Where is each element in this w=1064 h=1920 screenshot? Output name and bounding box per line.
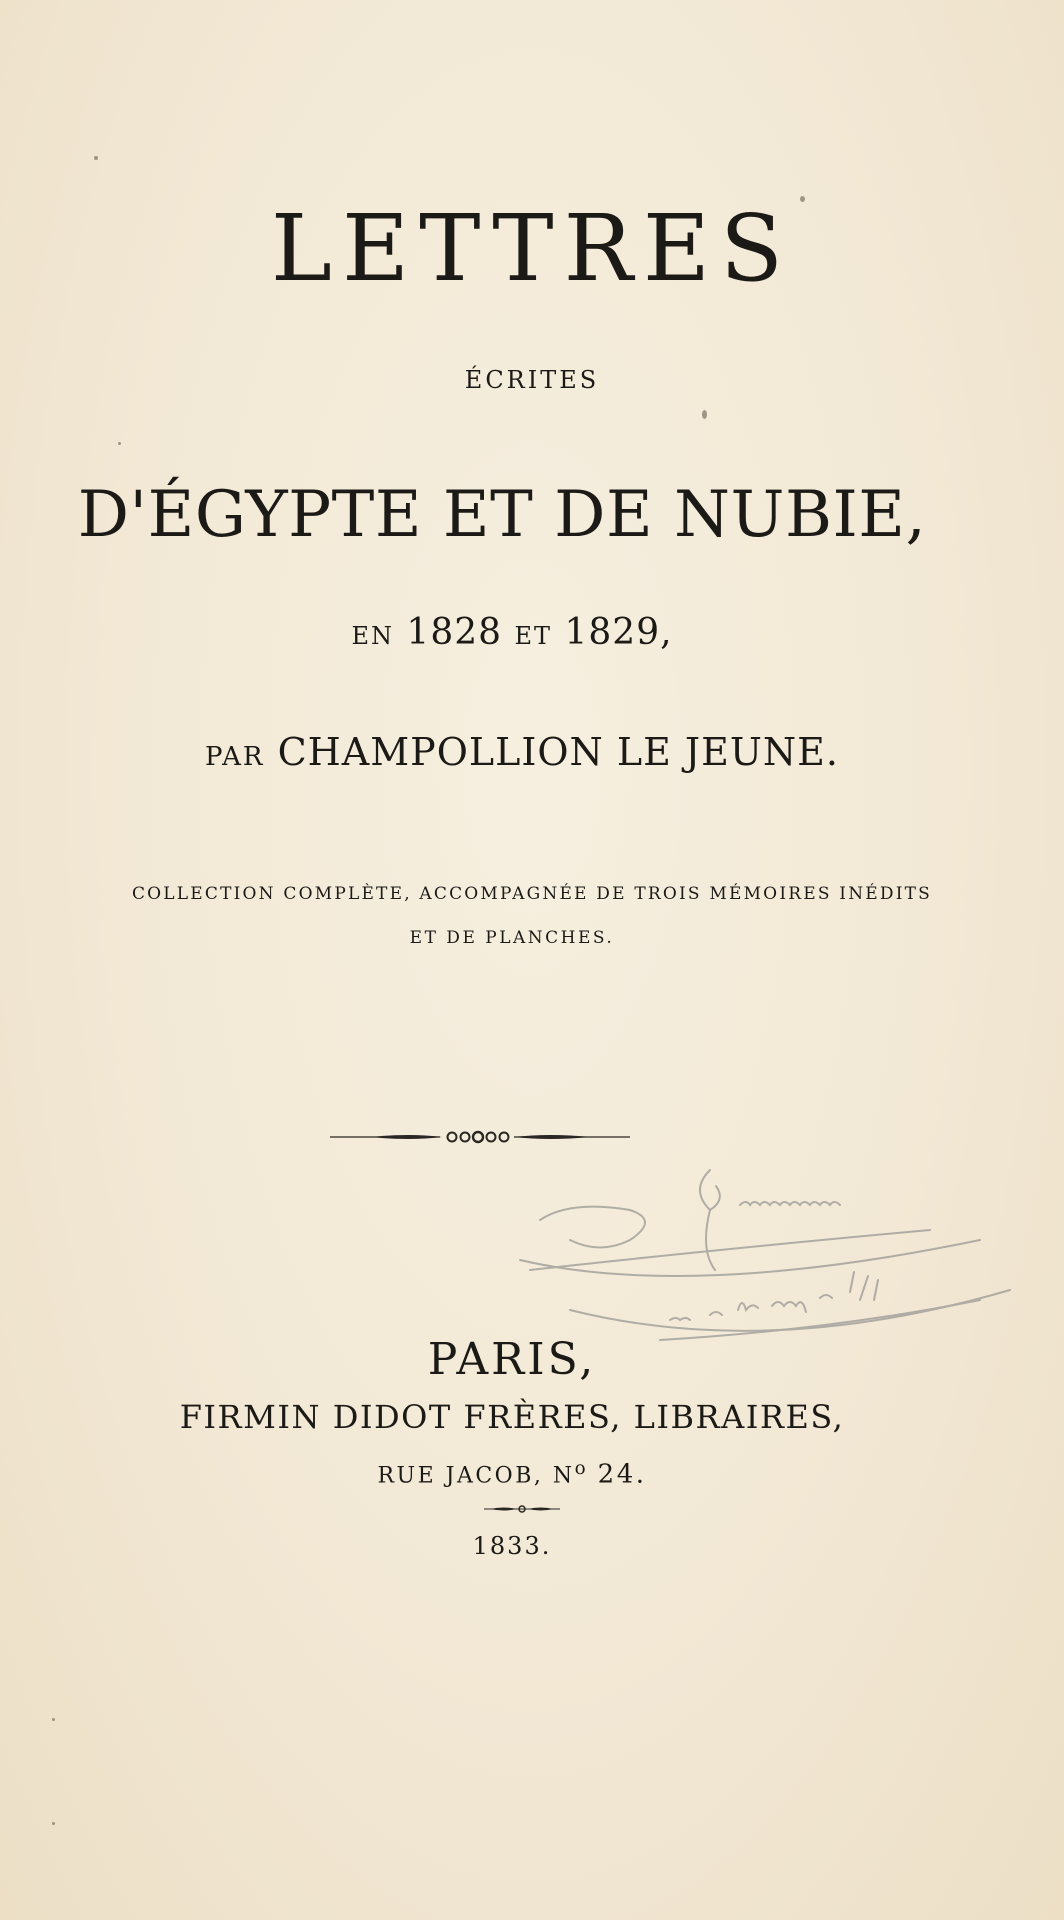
paper-speck	[702, 410, 707, 419]
small-rule-ornament-icon	[484, 1502, 560, 1516]
publisher-address	[0, 1458, 1044, 1489]
paper-speck	[52, 1822, 55, 1825]
publisher-name: FIRMIN DIDOT FRÈRES, LIBRAIRES,	[179, 1398, 845, 1436]
address-street: RUE JACOB, N	[377, 1463, 575, 1489]
author-name: CHAMPOLLION LE JEUNE.	[277, 730, 839, 774]
title-written: ÉCRITES	[464, 366, 600, 394]
publication-place: PARIS,	[427, 1334, 597, 1385]
author-line	[0, 730, 1054, 774]
paper-speck	[52, 1718, 55, 1721]
address-number: 24.	[597, 1459, 647, 1490]
collection-line-1: COLLECTION COMPLÈTE, ACCOMPAGNÉE DE TROIS MÉMOIRES INÉDITS	[131, 884, 933, 904]
travel-dates	[0, 612, 1044, 653]
dates-en: EN	[351, 622, 394, 650]
rule-ornament-icon	[330, 1125, 630, 1149]
paper-speck	[118, 442, 121, 445]
dates-year-1: 1828	[406, 612, 503, 653]
paper-speck	[94, 156, 98, 160]
author-par: PAR	[205, 742, 265, 772]
collection-line-2: ET DE PLANCHES.	[409, 928, 615, 948]
book-title: LETTRES	[270, 195, 794, 302]
ownership-stamp-icon	[510, 1160, 1050, 1360]
address-superscript: o	[574, 1458, 589, 1479]
dates-et: ET	[514, 622, 553, 650]
publication-year: 1833.	[472, 1532, 552, 1560]
dates-year-2: 1829,	[564, 612, 673, 653]
book-subtitle: D'ÉGYPTE ET DE NUBIE,	[77, 478, 927, 552]
